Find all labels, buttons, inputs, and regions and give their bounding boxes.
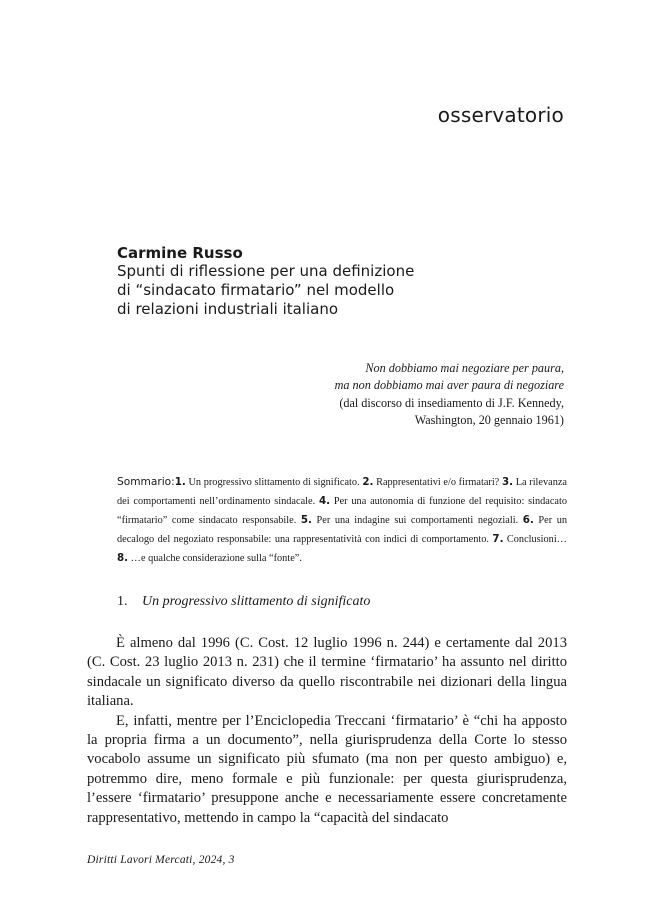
epigraph-source-line: (dal discorso di insediamento di J.F. Kennedy, [339,395,564,410]
section-number: 1. [117,594,128,609]
epigraph-source-line: Washington, 20 gennaio 1961) [414,412,564,427]
summary-item: 4. Per una autonomia di funzione del requisito: sindacato “firmatario” come sindacato responsabile. [117,495,567,526]
summary-item: 2. Rappresentativi e/o firmatari? [362,476,502,488]
section-heading [117,594,370,610]
epigraph-quote-line: ma non dobbiamo mai aver paura di negoziare [334,378,564,393]
body-paragraph: E, infatti, mentre per l’Enciclopedia Treccani ‘firmatario’ è “chi ha apposto la propria firma a un documento”, nella giurisprudenza della Corte lo stesso vocabolo assume un significato più sfumato (ma non per questo ambiguo) e, potremmo dire, meno formale e più funzionale: per questa giurisprudenza, l’essere ‘firmatario’ presuppone anche e necessariamente essere concretamente rappresentativo, mettendo in campo la “capacità del sindacato [87,712,567,826]
body-text [87,634,567,828]
epigraph-quote-line: Non dobbiamo mai negoziare per paura, [365,361,564,375]
title-line: Spunti di riflessione per una definizione [117,262,415,280]
summary-label: Sommario: [117,476,175,488]
author-name: Carmine Russo [117,244,243,262]
epigraph [144,360,564,429]
summary-item: 3. La rilevanza dei comportamenti nell’ordinamento sindacale. [117,476,567,507]
section-label: osservatorio [437,103,564,127]
section-title: Un progressivo slittamento di significato [142,594,371,609]
title-line: di relazioni industriali italiano [117,300,339,318]
running-footer: Diritti Lavori Mercati, 2024, 3 [87,854,235,866]
body-paragraph: È almeno dal 1996 (C. Cost. 12 luglio 1996 n. 244) e certamente dal 2013 (C. Cost. 23 luglio 2013 n. 231) che il termine ‘firmatario’ ha assunto nel diritto sindacale un significato diverso da quello riscontrabile nei dizionari della lingua italiana. [87,635,567,710]
summary [117,473,567,568]
summary-item: 6. Per un decalogo del negoziato responsabile: una rappresentatività con indici di comportamento. [117,514,568,545]
title-line: di “sindacato firmatario” nel modello [117,281,395,299]
summary-item: 1. Un progressivo slittamento di significato. [174,476,363,488]
summary-item: 5. Per una indagine sui comportamenti negoziali. [300,514,523,526]
summary-item: 8. …e qualche considerazione sulla “fonte”. [117,552,302,564]
summary-item: 7. Conclusioni… [492,533,567,545]
article-title [117,262,537,319]
